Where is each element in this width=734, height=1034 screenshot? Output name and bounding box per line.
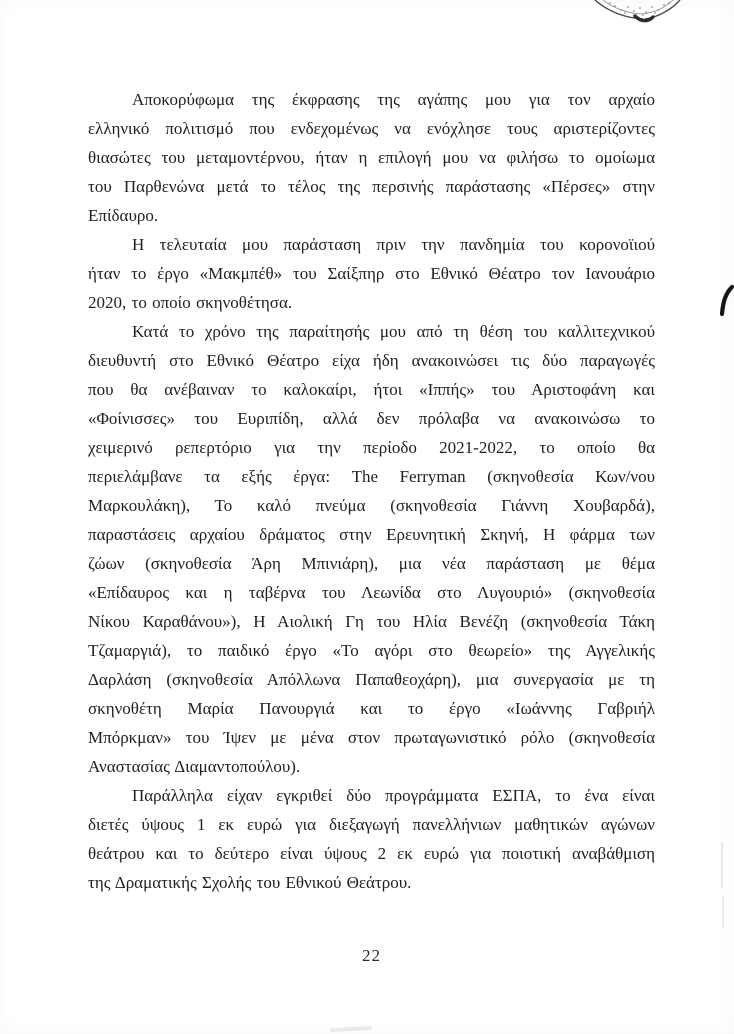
text-line: «Επίδαυρος και η ταβέρνα του Λεωνίδα στο Λυγουριό» (σκηνοθεσία [88, 583, 655, 602]
text-line: Μαρκουλάκη), Το καλό πνεύμα (σκηνοθεσία Γιάννη Χουβαρδά), [88, 496, 655, 515]
paragraph [88, 781, 655, 897]
text-line: Νίκου Καραθάνου»), Η Αιολική Γη του Ηλία Βενέζη (σκηνοθεσία Τάκη [88, 612, 655, 631]
page-number: 22 [362, 946, 381, 965]
text-line: διευθυντή στο Εθνικό Θέατρο είχα ήδη ανακοινώσει τις δύο παραγωγές [88, 351, 655, 370]
text-line: Κατά το χρόνο της παραίτησής μου από τη θέση του καλλιτεχνικού [132, 322, 655, 341]
text-line: Επίδαυρο. [88, 206, 159, 225]
text-line: χειμερινό ρεπερτόριο για την περίοδο 2021-2022, το οποίο θα [88, 438, 655, 457]
crumpled-paper-sketch-artifact [585, 0, 690, 52]
text-line: θεάτρου και το δεύτερο είναι ύψους 2 εκ ευρώ για ποιοτική αναβάθμιση [88, 844, 655, 863]
scan-smudge-artifact [330, 1026, 372, 1032]
scan-crease-artifact [721, 842, 723, 888]
scan-crease-artifact [722, 896, 724, 928]
text-line: Αποκορύφωμα της έκφρασης της αγάπης μου για τον αρχαίο [132, 90, 655, 109]
text-line: σκηνοθέτη Μαρία Πανουργιά και το έργο «Ιωάννης Γαβριήλ [88, 699, 655, 718]
paragraph [88, 230, 655, 317]
text-line: «Φοίνισσες» του Ευριπίδη, αλλά δεν πρόλαβα να ανακοινώσω το [88, 409, 655, 428]
pen-mark-artifact [714, 284, 734, 318]
paragraph [88, 317, 655, 781]
text-line: 2020, το οποίο σκηνοθέτησα. [88, 293, 293, 312]
text-line: Αναστασίας Διαμαντοπούλου). [88, 757, 301, 776]
text-line: περιελάμβανε τα εξής έργα: The Ferryman (σκηνοθεσία Κων/νου [88, 467, 655, 486]
text-line: Δαρλάση (σκηνοθεσία Απόλλωνα Παπαθεοχάρη), μια συνεργασία με τη [88, 670, 655, 689]
text-line: Τζαμαργιά), το παιδικό έργο «Το αγόρι στο θεωρείο» της Αγγελικής [88, 641, 655, 660]
text-line: Παράλληλα είχαν εγκριθεί δύο προγράμματα ΕΣΠΑ, το ένα είναι [132, 786, 655, 805]
text-line: ήταν το έργο «Μακμπέθ» του Σαίξπηρ στο Εθνικό Θέατρο τον Ιανουάριο [88, 264, 655, 283]
text-line: παραστάσεις αρχαίου δράματος στην Ερευνητική Σκηνή, Η φάρμα των [88, 525, 655, 544]
text-line: Μπόρκμαν» του Ίψεν με μένα στον πρωταγωνιστικό ρόλο (σκηνοθεσία [88, 728, 655, 747]
text-line: που θα ανέβαιναν το καλοκαίρι, ήτοι «Ιππής» του Αριστοφάνη και [88, 380, 655, 399]
text-line: θιασώτες του μεταμοντέρνου, ήταν η επιλογή μου να φιλήσω το ομοίωμα [88, 148, 655, 167]
text-line: διετές ύψους 1 εκ ευρώ για διεξαγωγή πανελλήνιων μαθητικών αγώνων [88, 815, 655, 834]
text-line: ζώων (σκηνοθεσία Άρη Μπινιάρη), μια νέα παράσταση με θέμα [88, 554, 655, 573]
text-line: Η τελευταία μου παράσταση πριν την πανδημία του κορονοϊιού [132, 235, 655, 254]
text-line: ελληνικό πολιτισμό που ενδεχομένως να ενόχλησε τους αριστερίζοντες [88, 119, 655, 138]
text-line: της Δραματικής Σχολής του Εθνικού Θεάτρου. [88, 873, 412, 892]
paragraph [88, 85, 655, 230]
text-line: του Παρθενώνα μετά το τέλος της περσινής παράστασης «Πέρσες» στην [88, 177, 655, 196]
text-block [88, 85, 655, 897]
